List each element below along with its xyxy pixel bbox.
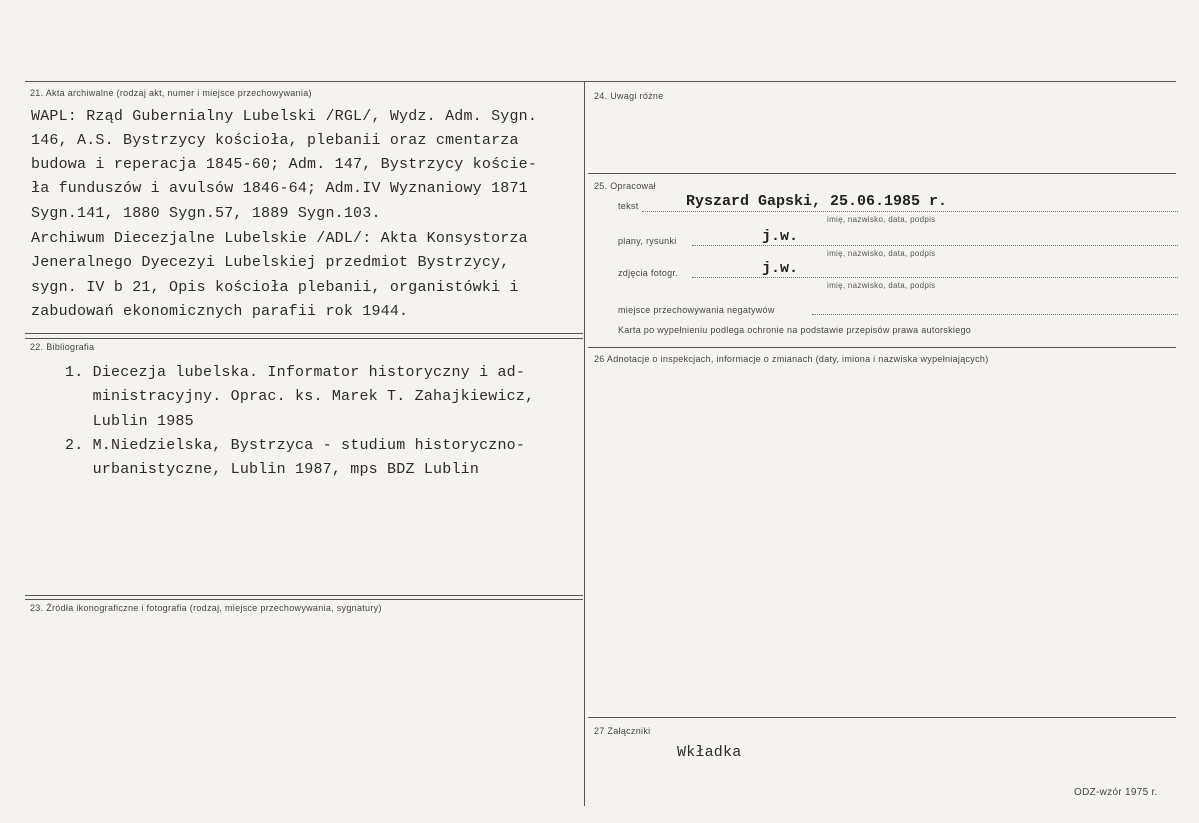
section-25-label: 25. Opracował: [594, 181, 656, 191]
rule-26-27: [588, 717, 1176, 718]
bibliography-line: urbanistyczne, Lublin 1987, mps BDZ Lublin: [65, 461, 480, 478]
tekst-dotted-line: [642, 211, 1178, 212]
zdjecia-value: j.w.: [762, 260, 799, 277]
negatyw-label: miejsce przechowywania negatywów: [618, 305, 775, 315]
rule-21-22-second: [25, 338, 583, 339]
section-23-label: 23. Źródła ikonograficzne i fotografia (rodzaj, miejsce przechowywania, sygnatury): [30, 603, 382, 613]
plany-hint: imię, nazwisko, data, podpis: [827, 249, 936, 258]
section-21-line: WAPL: Rząd Gubernialny Lubelski /RGL/, Wydz. Adm. Sygn.: [31, 108, 538, 125]
rule-24-25: [588, 173, 1176, 174]
bibliography-line: ministracyjny. Oprac. ks. Marek T. Zahajkiewicz,: [65, 388, 535, 405]
bibliography-line: 2. M.Niedzielska, Bystrzyca - studium historyczno-: [65, 437, 526, 454]
plany-dotted-line: [692, 245, 1178, 246]
section-27-label: 27 Załączniki: [594, 726, 651, 736]
negatyw-dotted-line: [812, 314, 1178, 315]
section-21-line: 146, A.S. Bystrzycy kościoła, plebanii oraz cmentarza: [31, 132, 519, 149]
center-divider: [584, 81, 585, 806]
zdjecia-label: zdjęcia fotogr.: [618, 268, 679, 278]
section-21-label: 21. Akta archiwalne (rodzaj akt, numer i miejsce przechowywania): [30, 88, 312, 98]
rule-21-22: [25, 333, 583, 334]
section-21-line: Sygn.141, 1880 Sygn.57, 1889 Sygn.103.: [31, 205, 381, 222]
section-22-label: 22. Bibliografia: [30, 342, 95, 352]
top-rule: [25, 81, 1176, 82]
section-21-line: Archiwum Diecezjalne Lubelskie /ADL/: Akta Konsystorza: [31, 230, 528, 247]
plany-value: j.w.: [762, 228, 799, 245]
publisher-mark: ODZ-wzór 1975 r.: [1074, 787, 1158, 798]
plany-label: plany, rysunki: [618, 236, 677, 246]
section-24-label: 24. Uwagi różne: [594, 91, 664, 101]
section-26-label: 26 Adnotacje o inspekcjach, informacje o zmianach (daty, imiona i nazwiska wypełniających): [594, 354, 989, 364]
section-21-line: sygn. IV b 21, Opis kościoła plebanii, organistówki i: [31, 279, 519, 296]
bibliography-line: 1. Diecezja lubelska. Informator historyczny i ad-: [65, 364, 526, 381]
attachments-value: Wkładka: [677, 744, 742, 761]
section-21-line: Jeneralnego Dyecezyi Lubelskiej przedmiot Bystrzycy,: [31, 254, 510, 271]
section-21-line: ła funduszów i avulsów 1846-64; Adm.IV Wyznaniowy 1871: [31, 180, 528, 197]
rule-22-23-second: [25, 599, 583, 600]
copyright-note: Karta po wypełnieniu podlega ochronie na podstawie przepisów prawa autorskiego: [618, 325, 972, 335]
tekst-hint: imię, nazwisko, data, podpis: [827, 215, 936, 224]
rule-25-26: [588, 347, 1176, 348]
section-21-line: budowa i reperacja 1845-60; Adm. 147, Bystrzycy koście-: [31, 156, 538, 173]
zdjecia-hint: imię, nazwisko, data, podpis: [827, 281, 936, 290]
bibliography-line: Lublin 1985: [65, 413, 194, 430]
tekst-value: Ryszard Gapski, 25.06.1985 r.: [686, 193, 948, 210]
zdjecia-dotted-line: [692, 277, 1178, 278]
tekst-label: tekst: [618, 201, 639, 211]
section-21-line: zabudowań ekonomicznych parafii rok 1944.: [31, 303, 409, 320]
rule-22-23: [25, 595, 583, 596]
